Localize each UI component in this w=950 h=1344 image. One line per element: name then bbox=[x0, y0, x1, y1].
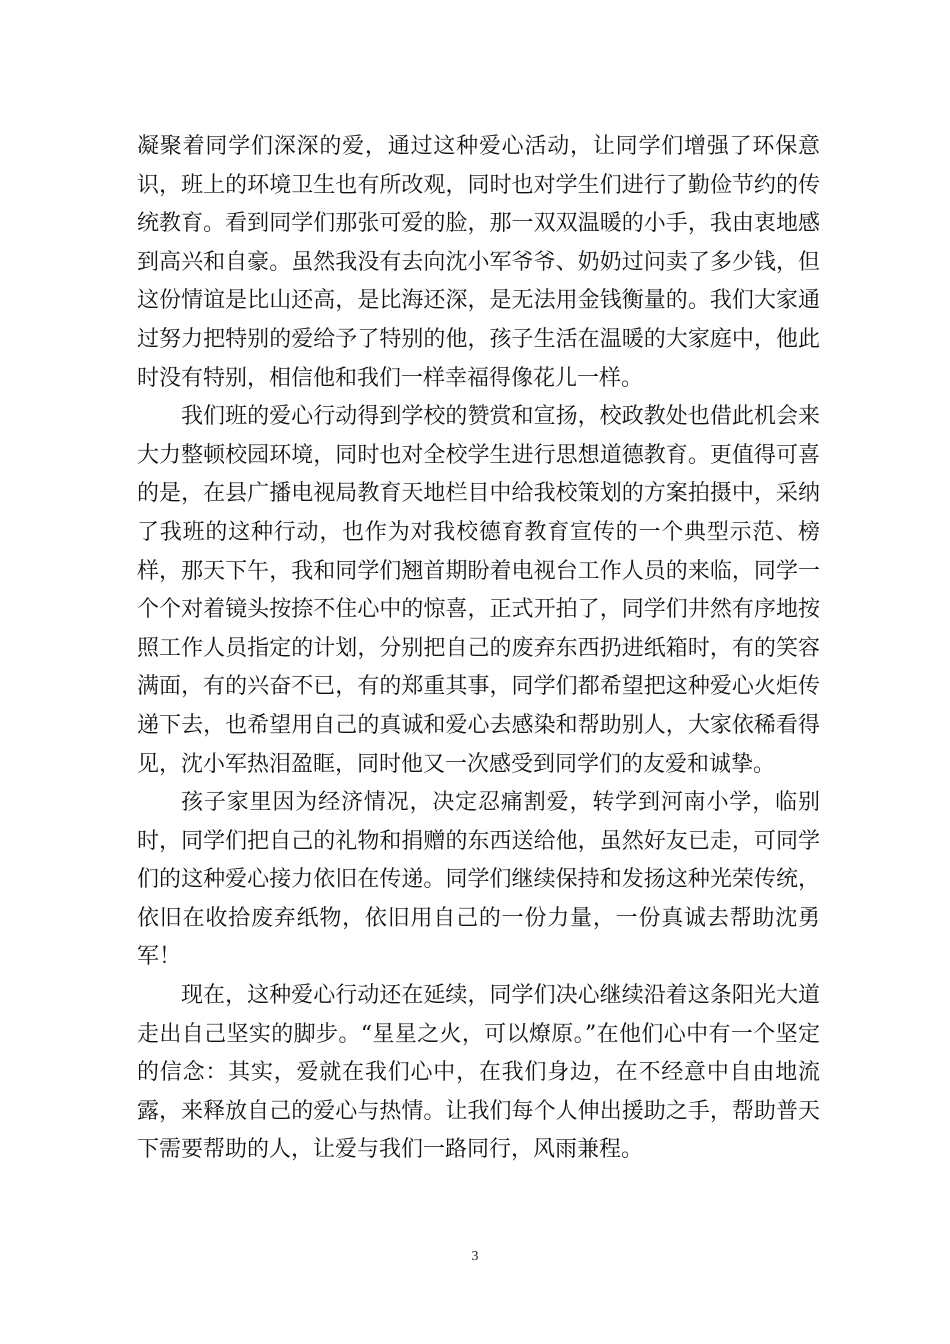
paragraph-conclusion: 现在，这种爱心行动还在延续，同学们决心继续沿着这条阳光大道走出自己坚实的脚步。“星星之火，可以燎原。”在他们心中有一个坚定的信念：其实，爱就在我们心中，在我们身边，在不经意中自由地流露，来释放自己的爱心与热情。让我们每个人伸出援助之手，帮助普天下需要帮助的人，让爱与我们一路同行，风雨兼程。 bbox=[137, 983, 820, 1163]
paragraph-school-praise: 我们班的爱心行动得到学校的赞赏和宣扬，校政教处也借此机会来大力整顿校园环境，同时也对全校学生进行思想道德教育。更值得可喜的是，在县广播电视局教育天地栏目中给我校策划的方案拍摄中，采纳了我班的这种行动，也作为对我校德育教育宣传的一个典型示范、榜样，那天下午，我和同学们翘首期盼着电视台工作人员的来临，同学一个个对着镜头按捺不住心中的惊喜，正式开拍了，同学们井然有序地按照工作人员指定的计划，分别把自己的废弃东西扔进纸箱时，有的笑容满面，有的兴奋不已，有的郑重其事，同学们都希望把这种爱心火炬传递下去，也希望用自己的真诚和爱心去感染和帮助别人，大家依稀看得见，沈小军热泪盈眶，同时他又一次感受到同学们的友爱和诚挚。 bbox=[137, 404, 820, 777]
page-number: 3 bbox=[471, 1249, 479, 1264]
paragraph-transfer: 孩子家里因为经济情况，决定忍痛割爱，转学到河南小学，临别时，同学们把自己的礼物和捐赠的东西送给他，虽然好友已走，可同学们的这种爱心接力依旧在传递。同学们继续保持和发扬这种光荣传统，依旧在收拾废弃纸物，依旧用自己的一份力量，一份真诚去帮助沈勇军！ bbox=[137, 790, 820, 970]
paragraph-continued: 凝聚着同学们深深的爱，通过这种爱心活动，让同学们增强了环保意识，班上的环境卫生也有所改观，同时也对学生们进行了勤俭节约的传统教育。看到同学们那张可爱的脸，那一双双温暖的小手，我由衷地感到高兴和自豪。虽然我没有去向沈小军爷爷、奶奶过问卖了多少钱，但这份情谊是比山还高，是比海还深，是无法用金钱衡量的。我们大家通过努力把特别的爱给予了特别的他，孩子生活在温暖的大家庭中，他此时没有特别，相信他和我们一样幸福得像花儿一样。 bbox=[137, 134, 820, 391]
document-body bbox=[137, 128, 820, 1170]
